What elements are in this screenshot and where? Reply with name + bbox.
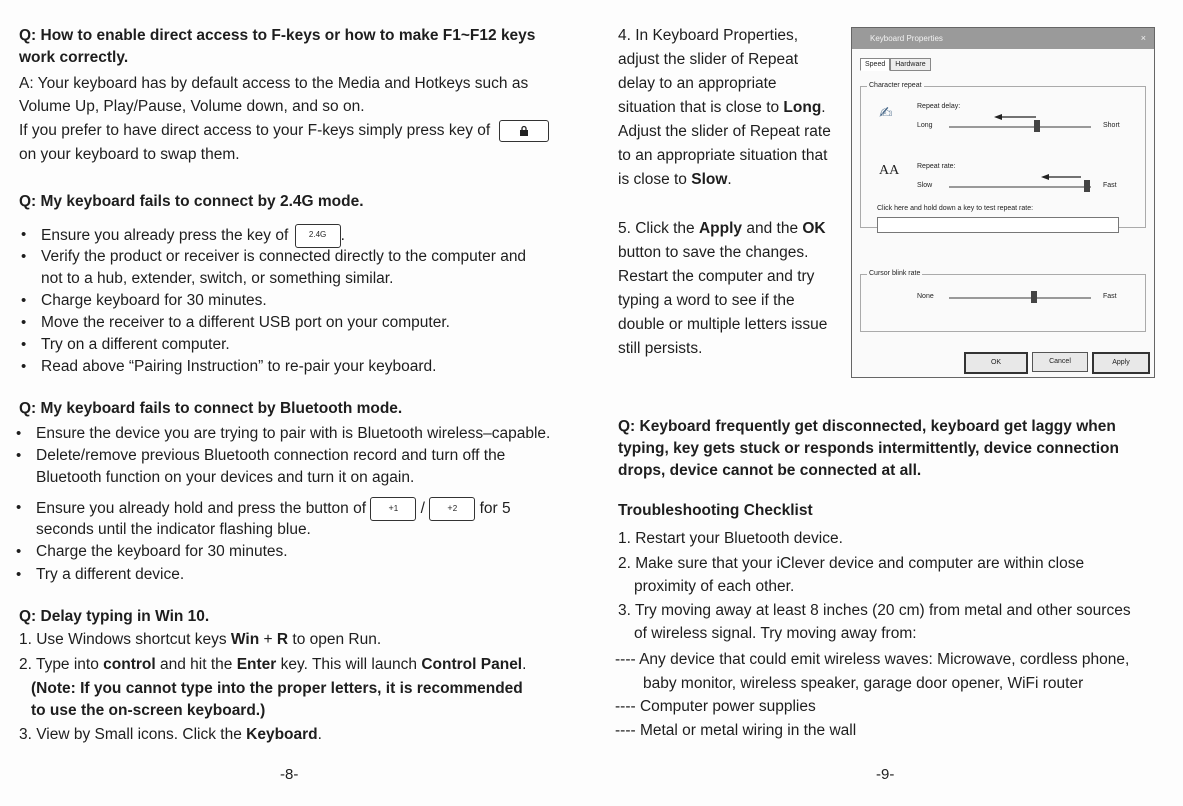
step4-line7 [618, 169, 732, 192]
step5-line4: typing a word to see if the [618, 292, 795, 309]
q4-s2-control: control [103, 656, 156, 673]
repeat-delay-icon: ✍ [879, 105, 893, 122]
checklist-title: Troubleshooting Checklist [618, 502, 813, 519]
q4-s1-win: Win [230, 631, 260, 648]
q3-bullet-3 [36, 497, 511, 521]
checklist-item-2-line2: proximity of each other. [634, 578, 795, 595]
checklist-item-3-line1: 3. Try moving away at least 8 inches (20 cm) from metal and other sources [618, 602, 1131, 619]
checklist-dash-2: ---- Computer power supplies [615, 698, 816, 715]
q3-b3-pre: Ensure you already hold and press the button of [36, 500, 367, 518]
q4-s1-post: to open Run. [288, 631, 382, 648]
fn-lock-key [499, 120, 549, 142]
q4-s2-enter: Enter [236, 656, 277, 673]
long-label: Long [917, 122, 933, 129]
cancel-button[interactable]: Cancel [1032, 352, 1088, 372]
q2-bullet-6: • Read above “Pairing Instruction” to re-pair your keyboard. [41, 356, 436, 379]
q4-note-line1: (Note: If you cannot type into the proper letters, it is recommended [31, 680, 523, 697]
repeat-rate-slider[interactable] [949, 186, 1091, 188]
bluetooth-icon: + [388, 503, 394, 513]
q5-line3: drops, device cannot be connected at all. [618, 462, 922, 479]
q4-s1-r: R [276, 631, 289, 648]
q2-b1-text: Ensure you already press the key of [41, 227, 289, 245]
q1-answer-line1: A: Your keyboard has by default access to the Media and Hotkeys such as [19, 75, 529, 92]
step5-line6: still persists. [618, 340, 703, 357]
cursor-blink-group [860, 270, 1146, 332]
q4-s2-control-panel: Control Panel [421, 656, 523, 673]
checklist-dash-1-line2: baby monitor, wireless speaker, garage door opener, WiFi router [643, 675, 1084, 692]
step5-apply: Apply [698, 220, 743, 237]
q4-step-1 [19, 629, 381, 652]
step4-line5: Adjust the slider of Repeat rate [618, 123, 831, 140]
checklist-item-3-line2: of wireless signal. Try moving away from: [634, 625, 917, 642]
q3-bullet-2-line2: Bluetooth function on your devices and turn it on again. [36, 469, 415, 486]
q3-b3-sep: / [420, 500, 425, 518]
repeat-rate-icon: AA [879, 163, 900, 178]
checklist-item-2-line1: 2. Make sure that your iClever device and computer are within close [618, 555, 1085, 572]
character-repeat-group [860, 82, 1146, 228]
step4-line6: to an appropriate situation that [618, 147, 828, 164]
q3-bullet-1: • Ensure the device you are trying to pair with is Bluetooth wireless–capable. [36, 423, 550, 446]
test-repeat-label: Click here and hold down a key to test repeat rate: [877, 205, 1034, 212]
dialog-tabs [860, 58, 931, 71]
q5-line1: Q: Keyboard frequently get disconnected, keyboard get laggy when [618, 418, 1116, 435]
checklist-dash-1-line1: ---- Any device that could emit wireless waves: Microwave, cordless phone, [615, 651, 1130, 668]
key-2-4g: 2.4G [295, 224, 341, 248]
q4-s1-mid: + [259, 631, 277, 648]
q2-b1-end: . [340, 227, 345, 245]
q4-question: Q: Delay typing in Win 10. [19, 608, 210, 625]
bt2-key-label: 2 [452, 504, 458, 513]
step4-line2: adjust the slider of Repeat [618, 51, 799, 68]
step5-line3: Restart the computer and try [618, 268, 815, 285]
bt2-key [429, 497, 475, 521]
q3-bullet-4: • Charge the keyboard for 30 minutes. [36, 541, 288, 564]
repeat-rate-thumb[interactable] [1084, 180, 1090, 192]
step4-long: Long [783, 99, 822, 116]
q4-s2-mid2: key. This will launch [276, 656, 422, 673]
close-icon[interactable]: × [1140, 33, 1146, 43]
cursor-blink-thumb[interactable] [1031, 291, 1037, 303]
page-left [0, 0, 590, 806]
step4-l4-pre: situation that is close to [618, 99, 784, 116]
arrow-left-icon [994, 112, 1036, 122]
step5-line1 [618, 218, 826, 241]
character-repeat-label: Character repeat [869, 82, 922, 89]
q2-question: Q: My keyboard fails to connect by 2.4G mode. [19, 193, 364, 210]
dialog-title: Keyboard Properties [870, 34, 943, 43]
repeat-rate-label: Repeat rate: [917, 163, 956, 170]
q3-question: Q: My keyboard fails to connect by Bluetooth mode. [19, 400, 403, 417]
step4-line3: delay to an appropriate [618, 75, 777, 92]
q1-answer-line4: on your keyboard to swap them. [19, 146, 240, 163]
q3-bullet-2-line1: • Delete/remove previous Bluetooth connection record and turn off the [36, 445, 505, 468]
checklist-dash-3: ---- Metal or metal wiring in the wall [615, 722, 857, 739]
fn-lock-icon [518, 125, 530, 137]
q3-bullet-5: • Try a different device. [36, 564, 184, 587]
q1-answer-line2: Volume Up, Play/Pause, Volume down, and so on. [19, 98, 365, 115]
q4-s2-pre: 2. Type into [19, 656, 104, 673]
bt1-key [370, 497, 416, 521]
q3-b3-post: for 5 [479, 500, 511, 518]
step5-line5: double or multiple letters issue [618, 316, 828, 333]
q2-bullet-2-line1: • Verify the product or receiver is connected directly to the computer and [41, 246, 526, 269]
keyboard-properties-dialog [851, 27, 1155, 378]
step4-line1: 4. In Keyboard Properties, [618, 27, 799, 44]
tab-hardware[interactable]: Hardware [890, 58, 930, 71]
q5-line2: typing, key gets stuck or responds intermittently, device connection [618, 440, 1119, 457]
bt1-key-label: 1 [393, 504, 399, 513]
checklist-item-1: 1. Restart your Bluetooth device. [618, 530, 843, 547]
arrow-left-icon [1041, 172, 1081, 182]
q1-answer-line3-text: If you prefer to have direct access to your F-keys simply press key of [19, 122, 491, 140]
short-label: Short [1103, 122, 1120, 129]
repeat-delay-label: Repeat delay: [917, 103, 961, 110]
step5-l1-mid: and the [742, 220, 803, 237]
q4-s2-post: . [522, 656, 527, 673]
cursor-blink-slider[interactable] [949, 297, 1091, 299]
step4-l7-post: . [727, 171, 732, 188]
q2-bullet-4: • Move the receiver to a different USB port on your computer. [41, 312, 450, 335]
q4-s3-keyboard: Keyboard [246, 726, 318, 743]
step4-l7-pre: is close to [618, 171, 692, 188]
q4-s1-pre: 1. Use Windows shortcut keys [19, 631, 231, 648]
page-right [593, 0, 1183, 806]
apply-button[interactable]: Apply [1092, 352, 1150, 374]
dialog-titlebar [852, 28, 1154, 49]
bluetooth-icon: + [447, 503, 453, 513]
q4-step-3 [19, 724, 322, 747]
page-number-left: -8- [280, 766, 299, 783]
q4-note-line2: to use the on-screen keyboard.) [31, 702, 266, 719]
page-number-right: -9- [876, 766, 895, 783]
q2-bullet-5: • Try on a different computer. [41, 334, 230, 357]
cursor-blink-label: Cursor blink rate [869, 270, 921, 277]
step5-l1-pre: 5. Click the [618, 220, 699, 237]
q2-bullet-1 [41, 224, 345, 248]
fast-label: Fast [1103, 182, 1117, 189]
fast-label-2: Fast [1103, 293, 1117, 300]
q2-bullet-2-line2: not to a hub, extender, switch, or something similar. [41, 270, 394, 287]
q1-question-line1: Q: How to enable direct access to F-keys or how to make F1~F12 keys [19, 27, 536, 44]
step4-line4 [618, 97, 826, 120]
ok-button[interactable]: OK [964, 352, 1028, 374]
step4-slow: Slow [691, 171, 728, 188]
q2-bullet-3: • Charge keyboard for 30 minutes. [41, 290, 267, 313]
repeat-delay-slider[interactable] [949, 126, 1091, 128]
tab-speed[interactable]: Speed [860, 58, 890, 71]
q4-step-2 [19, 654, 526, 677]
q3-bullet-3-line2: seconds until the indicator flashing blue. [36, 521, 311, 538]
q1-answer-line3 [19, 120, 549, 143]
step4-l4-post: . [821, 99, 826, 116]
step5-line2: button to save the changes. [618, 244, 809, 261]
test-repeat-input[interactable] [877, 217, 1119, 233]
slow-label: Slow [917, 182, 933, 189]
q4-s2-mid1: and hit the [155, 656, 237, 673]
step5-ok: OK [802, 220, 826, 237]
none-label: None [917, 293, 934, 300]
q1-question-line2: work correctly. [19, 49, 129, 66]
q4-s3-pre: 3. View by Small icons. Click the [19, 726, 247, 743]
q4-s3-post: . [317, 726, 322, 743]
